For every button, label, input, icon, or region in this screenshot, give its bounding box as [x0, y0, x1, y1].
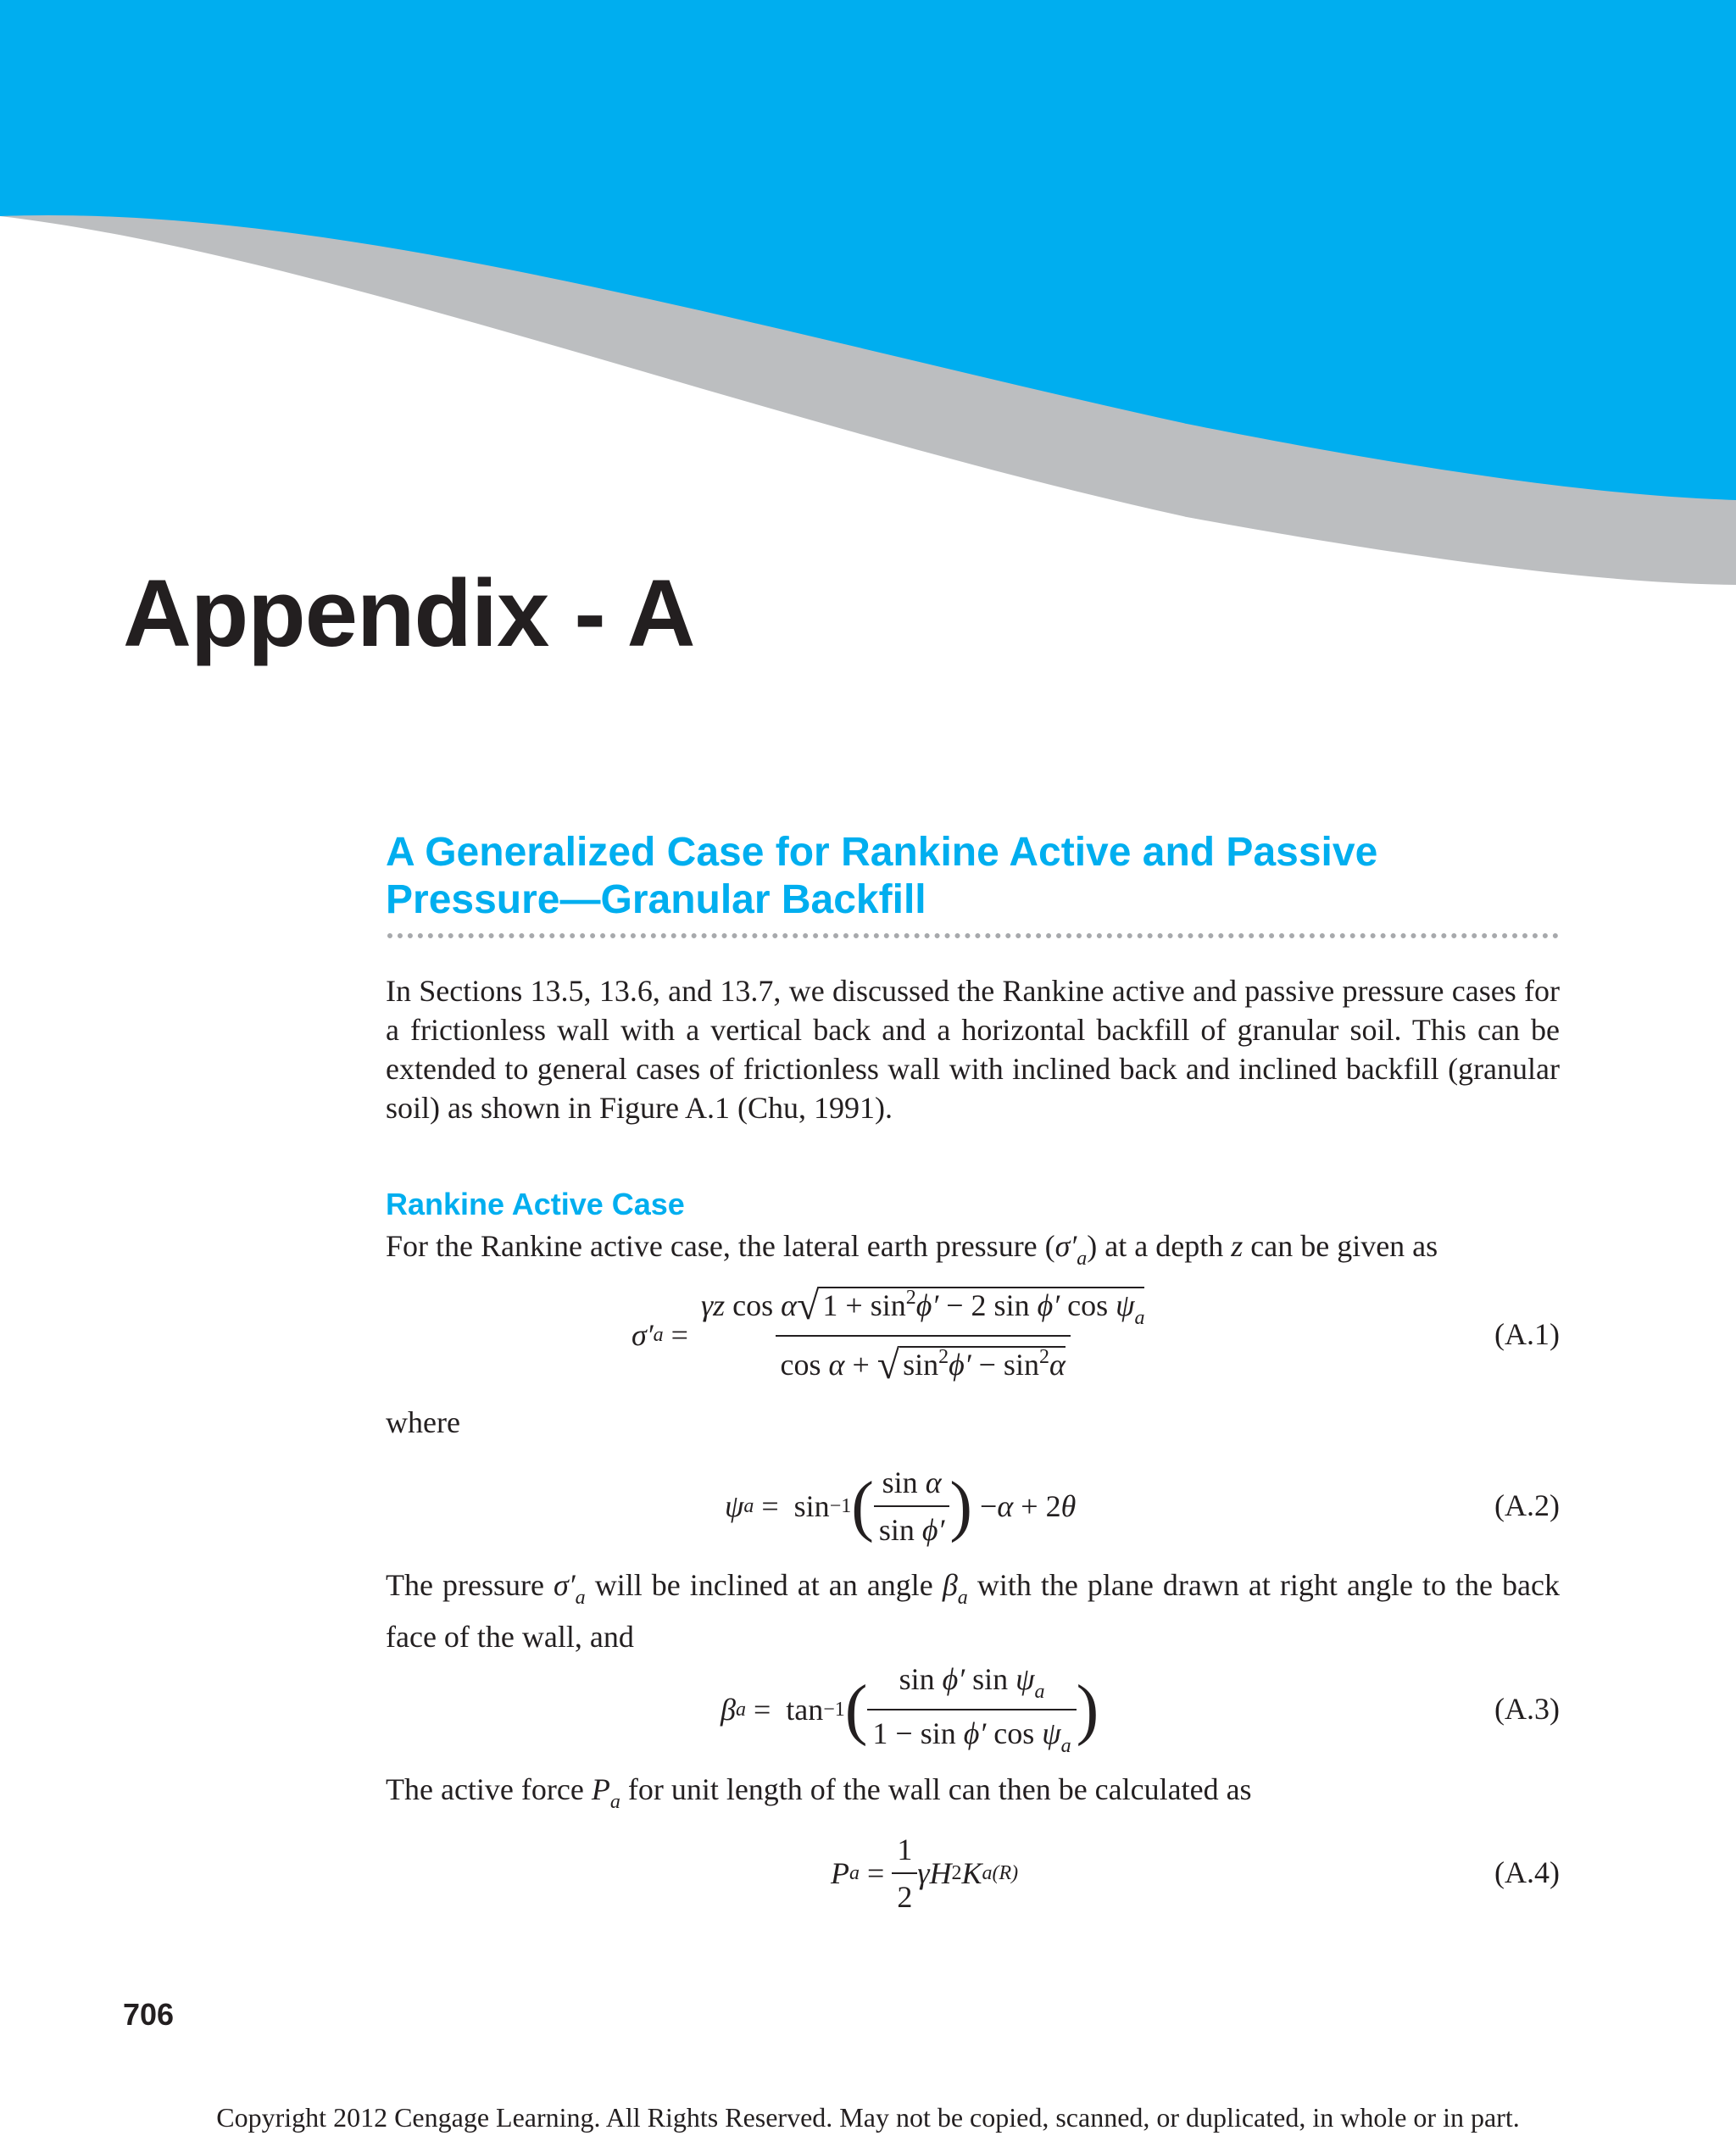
- subheading-rankine-active: Rankine Active Case: [386, 1187, 685, 1221]
- equation-number-a3: (A.3): [1494, 1692, 1560, 1726]
- copyright-notice: Copyright 2012 Cengage Learning. All Rights Reserved. May not be copied, scanned, or duplicated, in whole or in part.: [216, 2102, 1520, 2133]
- para3-b: will be inclined at an angle: [585, 1568, 943, 1602]
- section-title-line1: A Generalized Case for Rankine Active and Passive: [386, 830, 1378, 875]
- para2-z: z: [1231, 1229, 1244, 1263]
- equation-number-a4: (A.4): [1494, 1855, 1560, 1889]
- section-divider: [387, 933, 1559, 938]
- appendix-title: Appendix - A: [123, 560, 695, 666]
- para2-tail: can be given as: [1243, 1229, 1438, 1263]
- section-title: [386, 829, 1572, 924]
- para3-a: The pressure: [386, 1568, 554, 1602]
- para2-end: at a depth: [1097, 1229, 1232, 1263]
- header-banner: [0, 0, 1736, 593]
- para4-a: The active force: [386, 1772, 592, 1806]
- equation-number-a2: (A.2): [1494, 1488, 1560, 1522]
- para4-b: for unit length of the wall can then be calculated as: [620, 1772, 1252, 1806]
- equation-a4: P a = $\frac{1}{2}$ γH 2 K a(R) (A.4): [831, 1833, 1560, 1914]
- equation-number-a1: (A.1): [1494, 1317, 1560, 1351]
- para2-start: For the Rankine active case, the lateral earth pressure: [386, 1229, 1045, 1263]
- paragraph-lateral-pressure: For the Rankine active case, the lateral earth pressure $(\sigma'_a)$ at a depth z can be given as: [386, 1229, 1438, 1270]
- equation-a3: β a = tan −1 ( $\frac{\sin \phi' \sin \psi_a}{1 - \sin \phi' \cos \psi_a}$ ) (A.3): [721, 1662, 1560, 1757]
- equation-a2: ψ a = sin −1 ( $\frac{\text{sin α}}{\text{sin ϕ′}}$ ) − α + 2 θ (A.2): [725, 1466, 1560, 1547]
- section-title-line2: Pressure—Granular Backfill: [386, 877, 926, 922]
- page-number: 706: [123, 1997, 175, 2032]
- paragraph-inclination: The pressure $\sigma'_a$ will be inclined at an angle $\beta_a$ with the plane drawn at right angle to the back face of the wall, and: [386, 1568, 1561, 1654]
- paragraph-active-force: The active force $P_a$ for unit length of the wall can then be calculated as: [386, 1772, 1252, 1813]
- where-label: where: [386, 1405, 460, 1439]
- equation-a1: σ′ a = $\frac{\gamma z \cos \alpha√ 1 + \sin^2\phi' - 2 \sin \phi' \cos \psi_a}{\cos \alpha + √ \sin^2\phi' - \sin^2\alpha}$ (A.1): [632, 1282, 1560, 1388]
- para3-c: with the plane drawn at right angle to the back face of the wall, and: [386, 1568, 1561, 1654]
- intro-paragraph: In Sections 13.5, 13.6, and 13.7, we discussed the Rankine active and passive pressure cases for a frictionless wall with a vertical back and a horizontal backfill of granular soil. This can be extended to general cases of frictionless wall with inclined back and inclined backfill (granular soil) as shown in Figure A.1 (Chu, 1991).: [386, 974, 1560, 1125]
